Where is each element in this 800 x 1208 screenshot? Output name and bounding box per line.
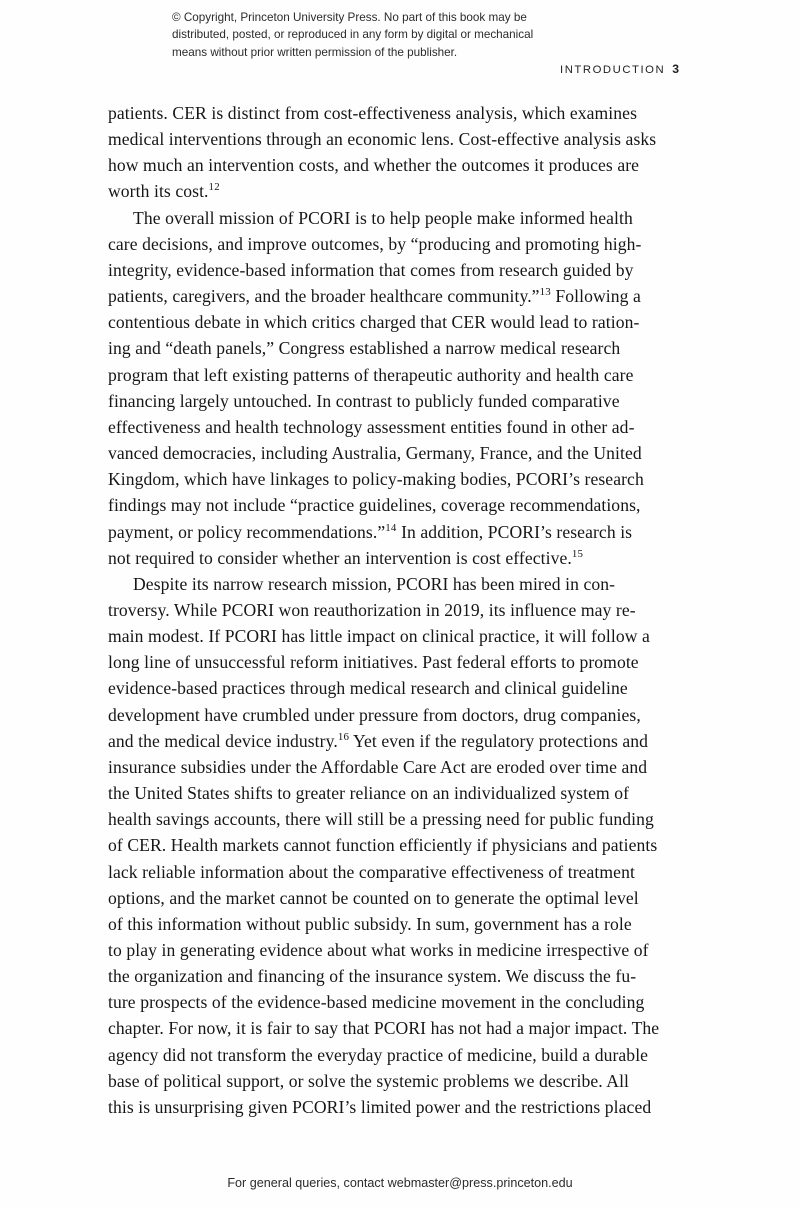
text-line: payment, or policy recommendations.”$^{14}$ In addition, PCORI’s research is — [108, 521, 633, 542]
text-line: of this information without public subsidy. In sum, government has a role — [108, 913, 632, 934]
text-line: and the medical device industry.$^{16}$ Yet even if the regulatory protections and — [108, 730, 649, 751]
text-line: how much an intervention costs, and whether the outcomes it produces are — [108, 155, 640, 176]
text-line: agency did not transform the everyday practice of medicine, build a durable — [108, 1044, 649, 1065]
footnote-marker: 15 — [571, 547, 584, 560]
text-line: evidence-based practices through medical research and clinical guideline — [108, 678, 628, 699]
text-line: Kingdom, which have linkages to policy-making bodies, PCORI’s research — [108, 469, 644, 490]
text-line: troversy. While PCORI won reauthorization in 2019, its influence may re- — [108, 599, 636, 620]
text-line: this is unsurprising given PCORI’s limited power and the restrictions placed — [108, 1096, 652, 1117]
text-line: options, and the market cannot be counted on to generate the optimal level — [108, 887, 639, 908]
text-line: financing largely untouched. In contrast to publicly funded comparative — [108, 390, 620, 411]
footnote-marker: 13 — [539, 286, 551, 299]
text-line: not required to consider whether an intervention is cost effective.$^{15}$ — [108, 547, 584, 568]
text-line: effectiveness and health technology assessment entities found in other ad- — [108, 416, 635, 437]
footnote-marker: 12 — [208, 181, 220, 194]
paragraph-cer-definition — [108, 100, 680, 205]
running-head-label: INTRODUCTION — [560, 64, 666, 76]
text-line: ing and “death panels,” Congress established a narrow medical research — [108, 338, 621, 359]
body-text-column — [108, 100, 680, 1120]
text-line: of CER. Health markets cannot function efficiently if physicians and patients — [108, 835, 658, 856]
paragraph-pcori-mission — [108, 205, 680, 571]
copyright-notice-line-1: © Copyright, Princeton University Press. No part of this book may be — [172, 11, 527, 24]
text-line: main modest. If PCORI has little impact on clinical practice, it will follow a — [108, 626, 650, 647]
copyright-notice-line-3: means without prior written permission of the publisher. — [172, 45, 458, 59]
text-line: program that left existing patterns of therapeutic authority and health care — [108, 364, 634, 385]
text-line: development have crumbled under pressure from doctors, drug companies, — [108, 704, 641, 725]
copyright-notice-line-2: distributed, posted, or reproduced in any form by digital or mechanical — [172, 28, 534, 42]
text-line: The overall mission of PCORI is to help people make informed health — [133, 207, 633, 228]
text-line: Despite its narrow research mission, PCORI has been mired in con- — [133, 573, 616, 594]
copyright-notice — [172, 9, 628, 61]
page-number: 3 — [672, 62, 679, 76]
paragraph-controversy — [108, 571, 680, 1120]
text-line: the organization and financing of the insurance system. We discuss the fu- — [108, 966, 637, 987]
text-line: findings may not include “practice guidelines, coverage recommendations, — [108, 495, 641, 516]
text-line: contentious debate in which critics charged that CER would lead to ration- — [108, 312, 640, 333]
text-line: worth its cost.$^{12}$ — [108, 181, 220, 202]
text-line: to play in generating evidence about what works in medicine irrespective of — [108, 940, 649, 960]
text-line: health savings accounts, there will still be a pressing need for public funding — [108, 809, 654, 830]
text-line: ture prospects of the evidence-based medicine movement in the concluding — [108, 992, 645, 1013]
text-line: long line of unsuccessful reform initiatives. Past federal efforts to promote — [108, 652, 639, 673]
text-line: chapter. For now, it is fair to say that PCORI has not had a major impact. The — [108, 1018, 660, 1039]
footnote-marker: 14 — [385, 521, 397, 534]
text-line: the United States shifts to greater reliance on an individualized system of — [108, 783, 630, 804]
text-line: care decisions, and improve outcomes, by “producing and promoting high- — [108, 233, 642, 254]
text-line: lack reliable information about the comparative effectiveness of treatment — [108, 861, 635, 882]
running-head — [0, 62, 679, 76]
text-line: medical interventions through an economic lens. Cost-effective analysis asks — [108, 129, 657, 150]
text-line: patients. CER is distinct from cost-effectiveness analysis, which examines — [108, 103, 637, 123]
text-line: vanced democracies, including Australia, Germany, France, and the United — [108, 443, 642, 464]
footnote-marker: 16 — [337, 730, 350, 743]
text-line: integrity, evidence-based information that comes from research guided by — [108, 259, 634, 280]
text-line: base of political support, or solve the systemic problems we describe. All — [108, 1070, 630, 1091]
text-line: patients, caregivers, and the broader healthcare community.”$^{13}$ Following a — [108, 286, 641, 307]
footer-queries-note: For general queries, contact webmaster@press.princeton.edu — [227, 1176, 573, 1190]
text-line: insurance subsidies under the Affordable Care Act are eroded over time and — [108, 756, 648, 777]
